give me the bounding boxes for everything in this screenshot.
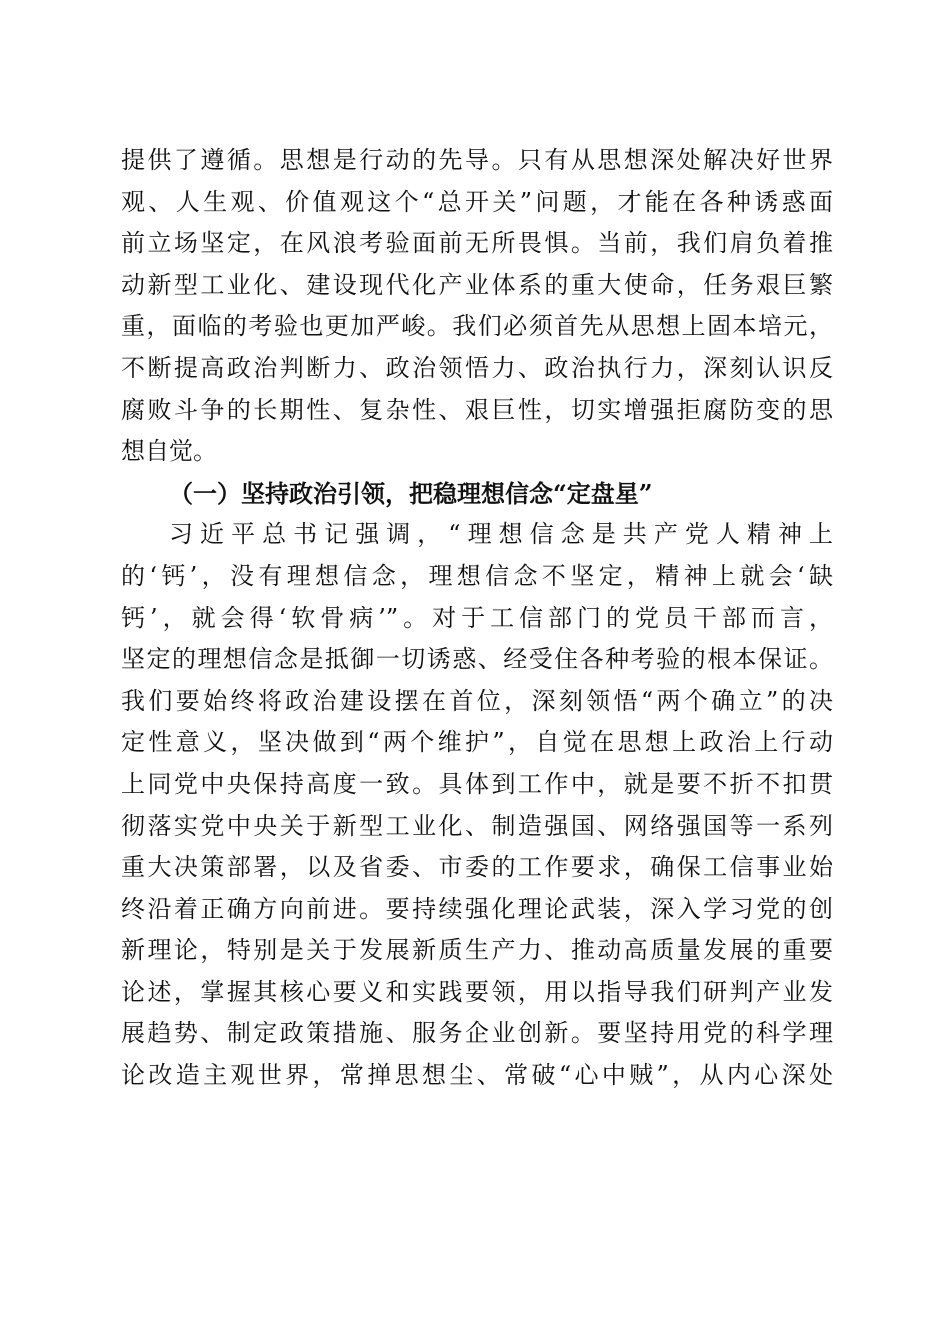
text-line: 我们要始终将政治建设摆在首位，深刻领悟“两个确立”的决 [121,686,833,715]
text-line: 新理论，特别是关于发展新质生产力、推动高质量发展的重要 [121,936,833,965]
text-line: 上同党中央保持高度一致。具体到工作中，就是要不折不扣贯 [121,769,833,798]
text-line: 提供了遵循。思想是行动的先导。只有从思想深处解决好世界 [121,146,833,174]
text-line: 习近平总书记强调，“理想信念是共产党人精神上 [169,520,833,549]
text-line: 展趋势、制定政策措施、服务企业创新。要坚持用党的科学理 [121,1019,833,1048]
text-line: 彻落实党中央关于新型工业化、制造强国、网络强国等一系列 [121,811,833,840]
text-line: 论述，掌握其核心要义和实践要领，用以指导我们研判产业发 [121,977,833,1006]
body-text [121,140,833,1097]
text-line: 定性意义，坚决做到“两个维护”，自觉在思想上政治上行动 [121,728,833,757]
text-line: 钙’，就会得‘软骨病’”。对于工信部门的党员干部而言， [121,603,833,632]
text-line: 腐败斗争的长期性、复杂性、艰巨性，切实增强拒腐防变的思 [121,395,833,424]
section-heading: （一）坚持政治引领，把稳理想信念“定盘星” [169,478,653,508]
text-line: 不断提高政治判断力、政治领悟力、政治执行力，深刻认识反 [121,353,833,382]
text-line: 观、人生观、价值观这个“总开关”问题，才能在各种诱惑面 [121,187,833,216]
text-line: 坚定的理想信念是抵御一切诱惑、经受住各种考验的根本保证。 [121,645,833,674]
text-line: 重，面临的考验也更加严峻。我们必须首先从思想上固本培元， [121,312,833,341]
text-line: 终沿着正确方向前进。要持续强化理论武装，深入学习党的创 [121,894,833,923]
text-line: 动新型工业化、建设现代化产业体系的重大使命，任务艰巨繁 [121,270,833,299]
text-line: 重大决策部署，以及省委、市委的工作要求，确保工信事业始 [121,853,833,882]
text-line: 论改造主观世界，常掸思想尘、常破“心中贼”，从内心深处 [121,1061,833,1090]
text-line: 前立场坚定，在风浪考验面前无所畏惧。当前，我们肩负着推 [121,229,833,258]
text-line: 想自觉。 [121,437,217,466]
text-line: 的‘钙’，没有理想信念，理想信念不坚定，精神上就会‘缺 [121,561,833,590]
